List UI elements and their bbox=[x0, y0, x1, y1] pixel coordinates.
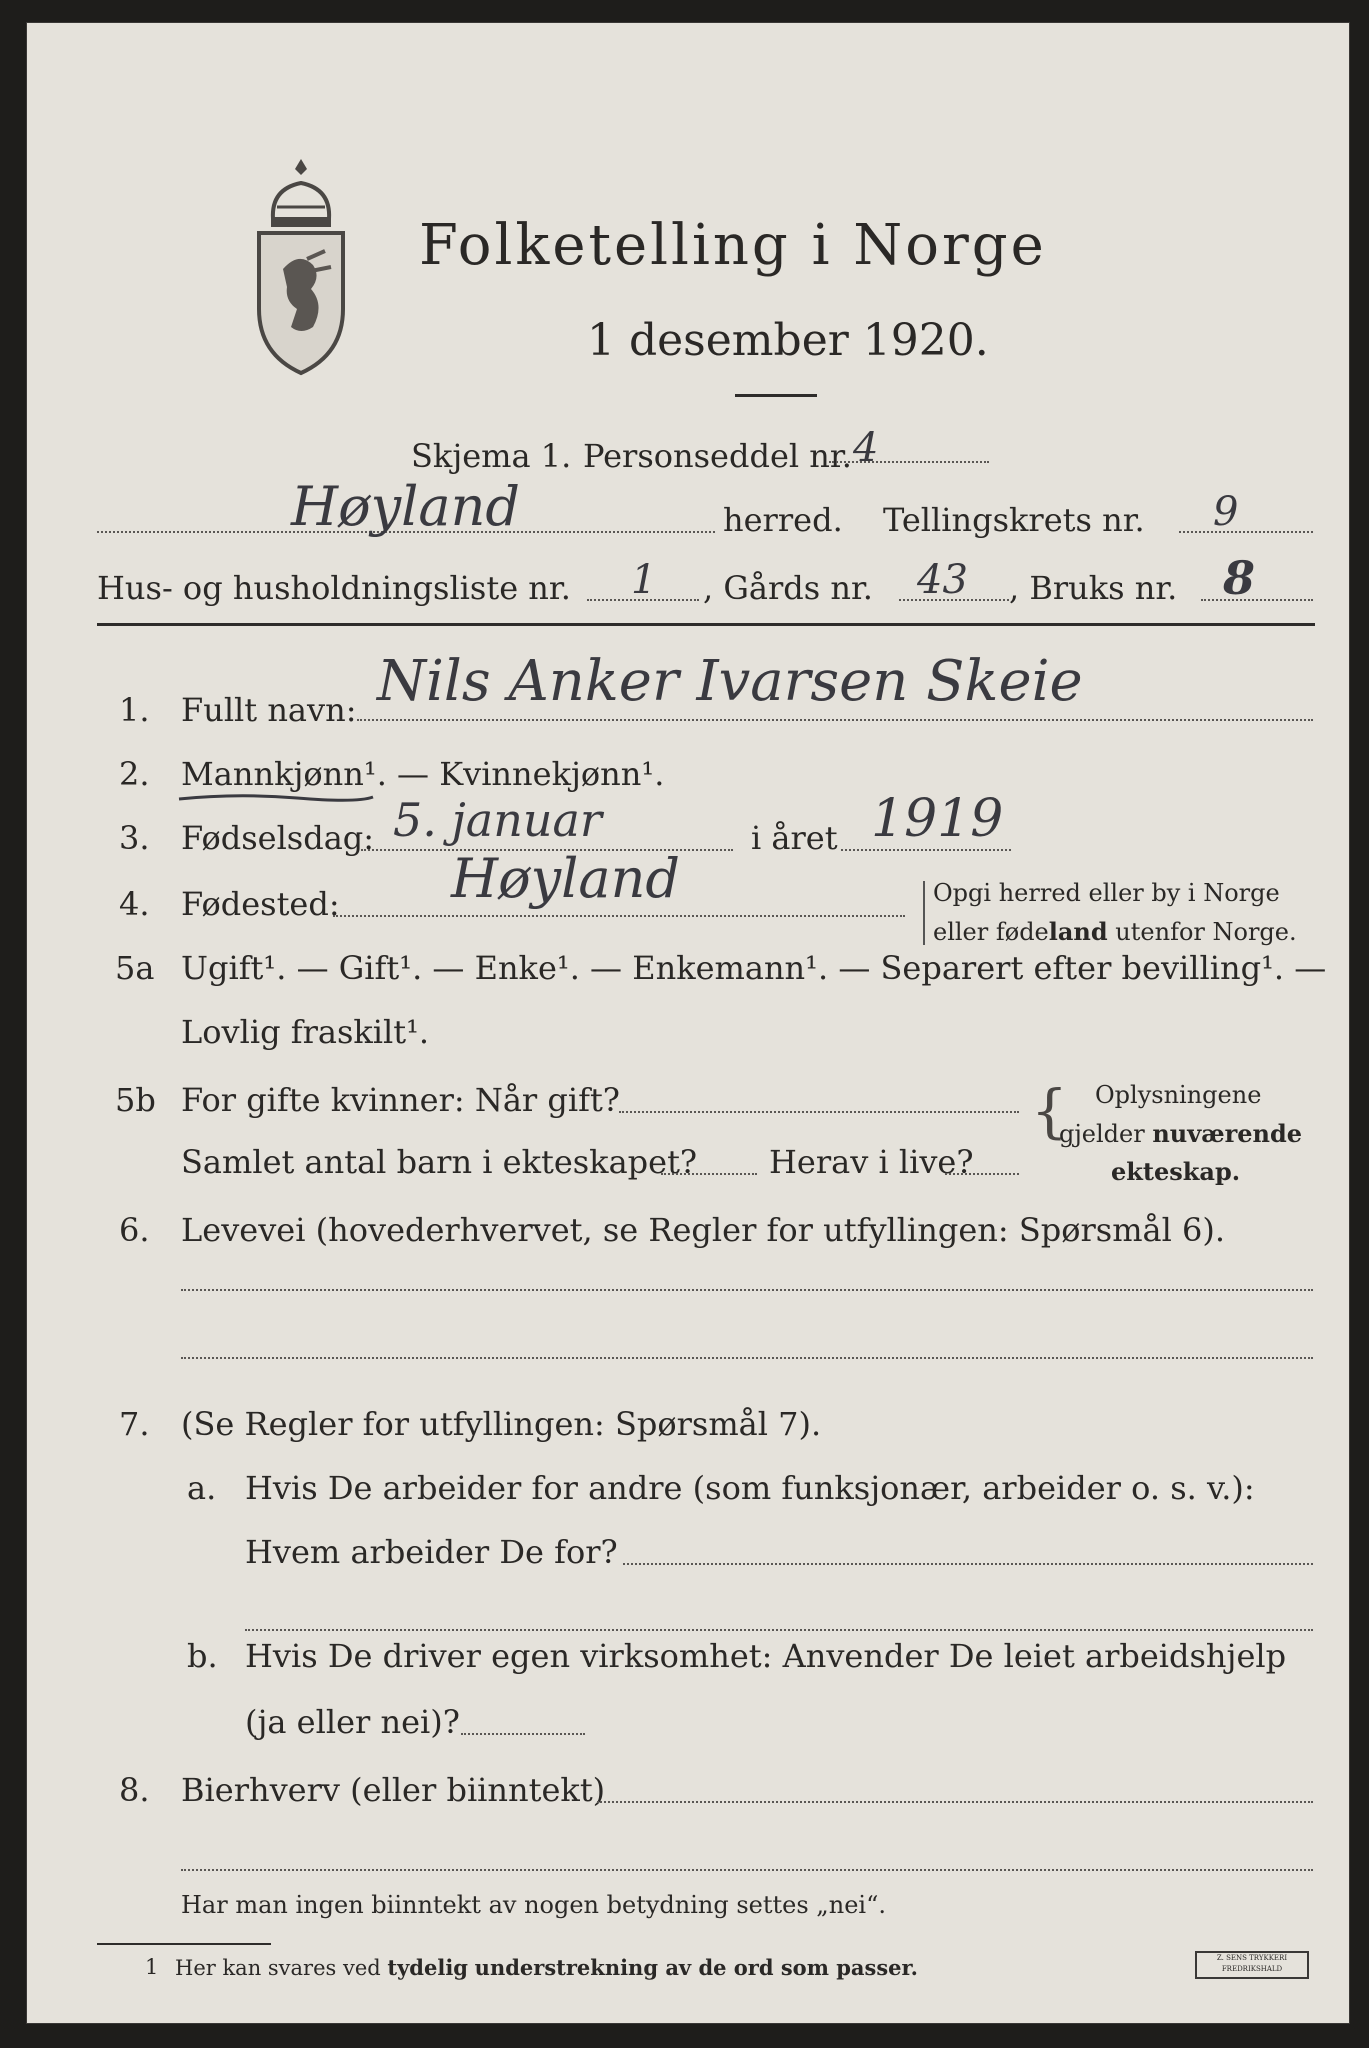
hired-help-field[interactable] bbox=[461, 1733, 585, 1735]
form-title: Folketelling i Norge bbox=[419, 213, 1047, 278]
q7b-line1: Hvis De driver egen virksomhet: Anvender De leiet arbeidshjelp bbox=[245, 1637, 1287, 1675]
q2-label: Mannkjønn¹. — Kvinnekjønn¹. bbox=[181, 755, 665, 793]
q8-note: Har man ingen biinntekt av nogen betydning settes „nei“. bbox=[181, 1891, 886, 1919]
q5a-number: 5a bbox=[115, 949, 155, 987]
gards-value: 43 bbox=[917, 557, 968, 603]
tellingskrets-label: Tellingskrets nr. bbox=[883, 501, 1145, 539]
q5b-line1: For gifte kvinner: Når gift? bbox=[181, 1081, 620, 1119]
tellingskrets-field[interactable] bbox=[1179, 531, 1313, 533]
employer-field-1[interactable] bbox=[623, 1563, 1313, 1565]
title-divider bbox=[735, 394, 817, 397]
q5b-note-line1: Oplysningene bbox=[1095, 1081, 1262, 1109]
mannkjonn-underline bbox=[177, 791, 377, 805]
footnote-mark: 1 bbox=[145, 1955, 159, 1979]
q5a-line1: Ugift¹. — Gift¹. — Enke¹. — Enkemann¹. — Separert efter bevilling¹. — bbox=[181, 949, 1327, 987]
q4-number: 4. bbox=[119, 885, 150, 923]
q3-year-label: i året bbox=[751, 819, 838, 857]
header-rule bbox=[97, 623, 1315, 626]
personseddel-value: 4 bbox=[853, 425, 879, 471]
q7a-letter: a. bbox=[187, 1469, 217, 1507]
q5b-note-brace: { bbox=[1031, 1077, 1068, 1145]
full-name-field[interactable] bbox=[357, 719, 1313, 721]
occupation-field-2[interactable] bbox=[181, 1357, 1313, 1359]
full-name-value: Nils Anker Ivarsen Skeie bbox=[377, 649, 1083, 714]
q7-number: 7. bbox=[119, 1405, 150, 1443]
employer-field-2[interactable] bbox=[245, 1629, 1313, 1631]
footnote-text: Her kan svares ved tydelig understrekning av de ord som passer. bbox=[175, 1955, 918, 1980]
form-date: 1 desember 1920. bbox=[587, 315, 989, 366]
q6-number: 6. bbox=[119, 1211, 150, 1249]
gards-label: , Gårds nr. bbox=[703, 569, 873, 607]
footnote-rule bbox=[97, 1943, 271, 1945]
q5b-note-line3: ekteskap. bbox=[1111, 1157, 1241, 1186]
q7b-line2: (ja eller nei)? bbox=[245, 1703, 460, 1741]
q5b-line2b: Herav i live? bbox=[769, 1143, 974, 1181]
q1-label: Fullt navn: bbox=[181, 691, 357, 729]
schema-label: Skjema 1. bbox=[411, 437, 572, 475]
printer-stamp: Z. SENS TRYKKERI FREDRIKSHALD bbox=[1195, 1951, 1309, 1979]
children-total-field[interactable] bbox=[661, 1173, 757, 1175]
bruks-label: , Bruks nr. bbox=[1009, 569, 1178, 607]
children-alive-field[interactable] bbox=[945, 1173, 1019, 1175]
birthdate-value: 5. januar bbox=[393, 793, 602, 847]
q7a-line1: Hvis De arbeider for andre (som funksjonær, arbeider o. s. v.): bbox=[245, 1469, 1255, 1507]
bruks-value: 8 bbox=[1223, 551, 1256, 605]
side-income-field-2[interactable] bbox=[181, 1869, 1313, 1871]
herred-label: herred. bbox=[723, 501, 843, 539]
q1-number: 1. bbox=[119, 691, 150, 729]
q5a-line2: Lovlig fraskilt¹. bbox=[181, 1013, 430, 1051]
birthyear-value: 1919 bbox=[871, 789, 1004, 849]
q3-number: 3. bbox=[119, 819, 150, 857]
q4-note-bracket bbox=[923, 881, 925, 945]
birthplace-value: Høyland bbox=[451, 847, 680, 910]
q4-note-line2: eller fødeland utenfor Norge. bbox=[933, 917, 1297, 946]
coat-of-arms-icon bbox=[251, 159, 351, 379]
tellingskrets-value: 9 bbox=[1213, 489, 1239, 535]
bruks-field[interactable] bbox=[1201, 599, 1313, 601]
q6-label: Levevei (hovederhvervet, se Regler for utfyllingen: Spørsmål 6). bbox=[181, 1211, 1226, 1249]
census-form bbox=[26, 22, 1350, 2024]
occupation-field-1[interactable] bbox=[181, 1289, 1313, 1291]
hus-label: Hus- og husholdningsliste nr. bbox=[97, 569, 571, 607]
herred-value: Høyland bbox=[291, 475, 520, 538]
hus-value: 1 bbox=[631, 557, 657, 603]
q4-label: Fødested: bbox=[181, 885, 340, 923]
q2-number: 2. bbox=[119, 755, 150, 793]
q7-label: (Se Regler for utfyllingen: Spørsmål 7). bbox=[181, 1405, 822, 1443]
q7b-letter: b. bbox=[187, 1637, 218, 1675]
q5b-note-line2: gjelder nuværende bbox=[1059, 1119, 1303, 1148]
q8-label: Bierhverv (eller biinntekt) bbox=[181, 1771, 606, 1809]
q3-label: Fødselsdag: bbox=[181, 819, 375, 857]
side-income-field-1[interactable] bbox=[597, 1801, 1313, 1803]
q8-number: 8. bbox=[119, 1771, 150, 1809]
married-when-field[interactable] bbox=[619, 1111, 1019, 1113]
birthplace-field[interactable] bbox=[333, 915, 905, 917]
q5b-line2a: Samlet antal barn i ekteskapet? bbox=[181, 1143, 698, 1181]
birthyear-field[interactable] bbox=[841, 849, 1011, 851]
q4-note-line1: Opgi herred eller by i Norge bbox=[933, 879, 1280, 907]
q7a-line2: Hvem arbeider De for? bbox=[245, 1533, 618, 1571]
q5b-number: 5b bbox=[115, 1081, 156, 1119]
personseddel-label: Personseddel nr. bbox=[583, 437, 852, 475]
